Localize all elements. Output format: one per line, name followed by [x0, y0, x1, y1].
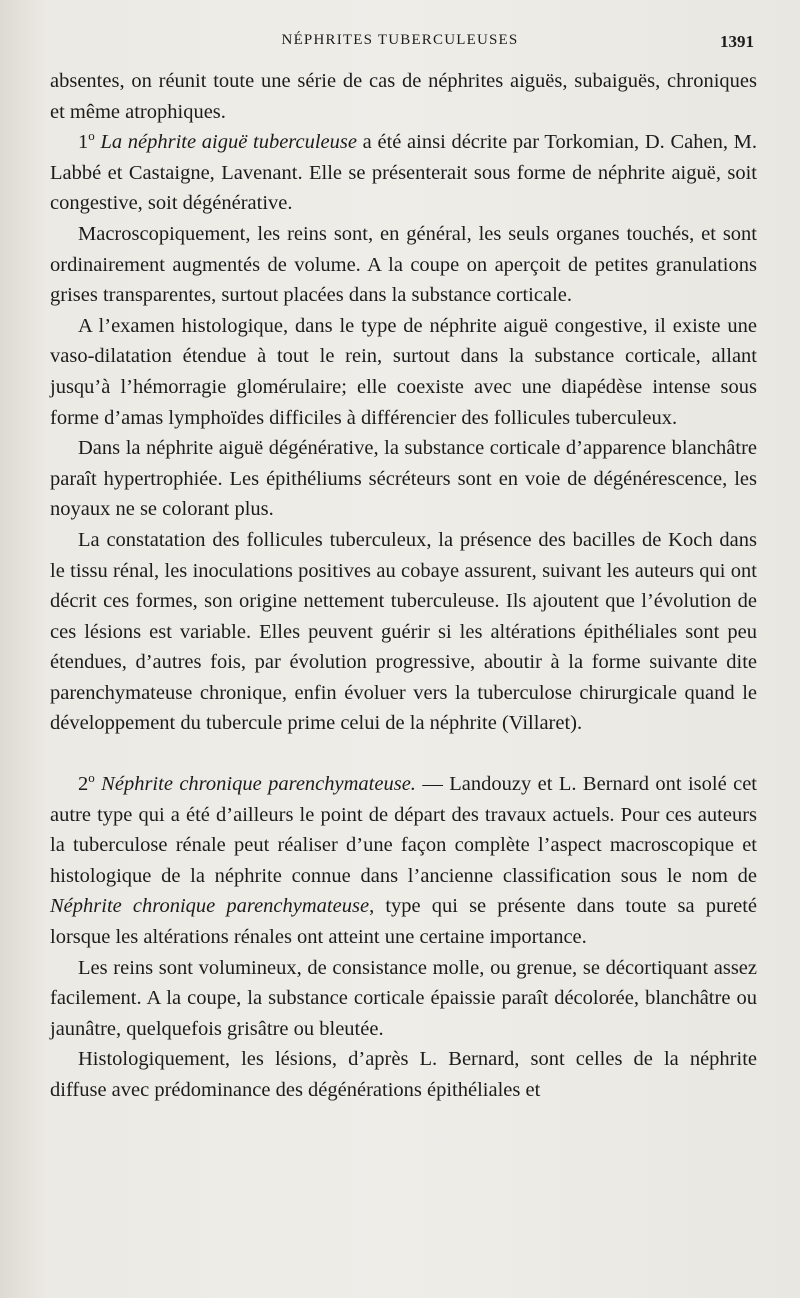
- paragraph-histology: A l’examen histologique, dans le type de néphrite aiguë congestive, il existe une vaso-dilatation étendue à tout le rein, surtout dans la substance corticale, allant jusqu’à l’hémorragie glomérulaire; elle coexiste avec une diapédèse intense sous forme d’amas lymphoïdes difficiles à différencier des follicules tuberculeux.: [50, 314, 757, 429]
- body-text: [50, 66, 757, 1106]
- section-heading: La néphrite aiguë tuberculeuse: [100, 131, 357, 154]
- section-number: 2: [78, 773, 89, 796]
- paragraph-continuation: absentes, on réunit toute une série de cas de néphrites aiguës, subaiguës, chroniques et même atrophiques.: [50, 70, 757, 123]
- italic-term: Néphrite chronique parenchymateuse: [50, 895, 370, 918]
- paragraph-text: a été ainsi décrite par Torkomian, D. Cahen, M. Labbé et Castaigne, Lavenant. Elle se présenterait sous forme de néphrite aiguë, soit congestive, soit dégénérative.: [50, 131, 758, 215]
- paragraph-degenerative: Dans la néphrite aiguë dégénérative, la substance corticale d’apparence blanchâtre paraît hypertrophiée. Les épithéliums sécréteurs sont en voie de dégénérescence, les noyaux ne se colorant plus.: [50, 437, 757, 521]
- section-number-sup: o: [88, 128, 95, 144]
- page-number: 1391: [720, 32, 754, 51]
- section-heading: Néphrite chronique parenchymateuse.: [101, 773, 416, 796]
- paragraph-text: — Landouzy et L. Bernard ont isolé cet autre type qui a été d’ailleurs le point de départ des travaux actuels. Pour ces auteurs la tuberculose rénale peut réaliser d’une façon complète l’aspect macroscopique et histologique de la néphrite connue dans l’ancienne classification sous le nom de: [50, 773, 757, 887]
- paragraph-histology-2: Histologiquement, les lésions, d’après L. Bernard, sont celles de la néphrite diffuse avec prédominance des dégénérations épithéliales et: [50, 1048, 757, 1101]
- section-gap: [50, 739, 757, 769]
- paragraph-macroscopy: Macroscopiquement, les reins sont, en général, les seuls organes touchés, et sont ordinairement augmentés de volume. A la coupe on aperçoit de petites granulations grises transparentes, surtout placées dans la substance corticale.: [50, 222, 757, 307]
- section-number-sup: o: [88, 770, 95, 786]
- page-header: [0, 30, 800, 60]
- paragraph-text: , type qui se présente dans toute sa pureté lorsque les altérations rénales ont atteint une certaine importance.: [50, 895, 757, 949]
- paragraph-kidneys: Les reins sont volumineux, de consistance molle, ou grenue, se décortiquant assez facilement. A la coupe, la substance corticale épaissie paraît décolorée, blanchâtre ou jaunâtre, quelquefois grisâtre ou bleutée.: [50, 956, 757, 1040]
- paragraph-acute-nephritis: [50, 127, 757, 219]
- paragraph-chronic-nephritis: [50, 769, 757, 953]
- running-title: NÉPHRITES TUBERCULEUSES: [281, 32, 519, 48]
- paragraph-findings: La constatation des follicules tuberculeux, la présence des bacilles de Koch dans le tissu rénal, les inoculations positives au cobaye assurent, suivant les auteurs qui ont décrit ces formes, son origine nettement tuberculeuse. Ils ajoutent que l’évolution de ces lésions est variable. Elles peuvent guérir si les altérations épithéliales sont peu étendues, d’autres fois, par évolution progressive, aboutir à la forme suivante dite parenchymateuse chronique, enfin évoluer vers la tuberculose chirurgicale quand le développement du tubercule prime celui de la néphrite (Villaret).: [50, 528, 757, 735]
- section-number: 1: [78, 131, 89, 154]
